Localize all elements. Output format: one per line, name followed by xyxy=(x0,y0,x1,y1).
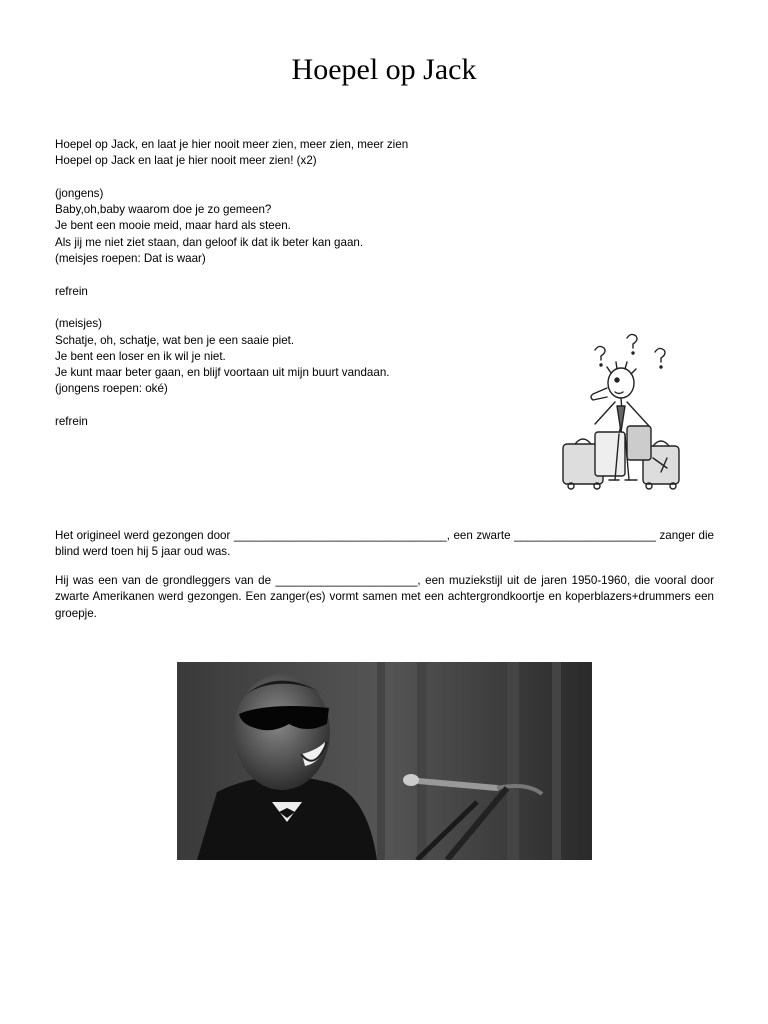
chorus-line: Hoepel op Jack, en laat je hier nooit meer zien, meer zien, meer zien xyxy=(55,138,409,151)
singer-photo xyxy=(177,662,592,860)
confused-man-cartoon xyxy=(545,328,710,500)
refrain-label: refrein xyxy=(55,415,88,429)
paragraph-music-style: Hij was een van de grondleggers van de ______________________, een muziekstijl uit de jaren 1950-1960, die vooral door zwarte Amerikanen werd gezongen. Een zanger(es) vormt samen met een achtergrondkoortje en koperblazers+drummers een groepje. xyxy=(55,574,714,620)
paragraph-original-singer: Het origineel werd gezongen door _________________________________, een zwarte ______________________ zanger die blind werd toen hij 5 jaar oud was. xyxy=(55,529,714,559)
chorus-line: Hoepel op Jack en laat je hier nooit meer zien! (x2) xyxy=(55,154,317,168)
page-title: Hoepel op Jack xyxy=(291,53,477,86)
verse-line: Baby,oh,baby waarom doe je zo gemeen? xyxy=(55,203,272,217)
verse-line: Als jij me niet ziet staan, dan geloof ik dat ik beter kan gaan. xyxy=(55,235,364,249)
verse-line: Je bent een loser en ik wil je niet. xyxy=(55,349,226,363)
verse-tag: (jongens) xyxy=(55,186,104,200)
verse-line: Schatje, oh, schatje, wat ben je een saaie piet. xyxy=(55,333,295,347)
verse-tag: (meisjes) xyxy=(55,317,103,331)
verse-line: Je kunt maar beter gaan, en blijf voortaan uit mijn buurt vandaan. xyxy=(55,366,390,380)
lyrics-block xyxy=(55,137,525,430)
verse-line: Je bent een mooie meid, maar hard als steen. xyxy=(55,219,291,233)
verse-line: (jongens roepen: oké) xyxy=(55,382,168,396)
refrain-label: refrein xyxy=(55,284,88,298)
verse-line: (meisjes roepen: Dat is waar) xyxy=(55,252,206,266)
